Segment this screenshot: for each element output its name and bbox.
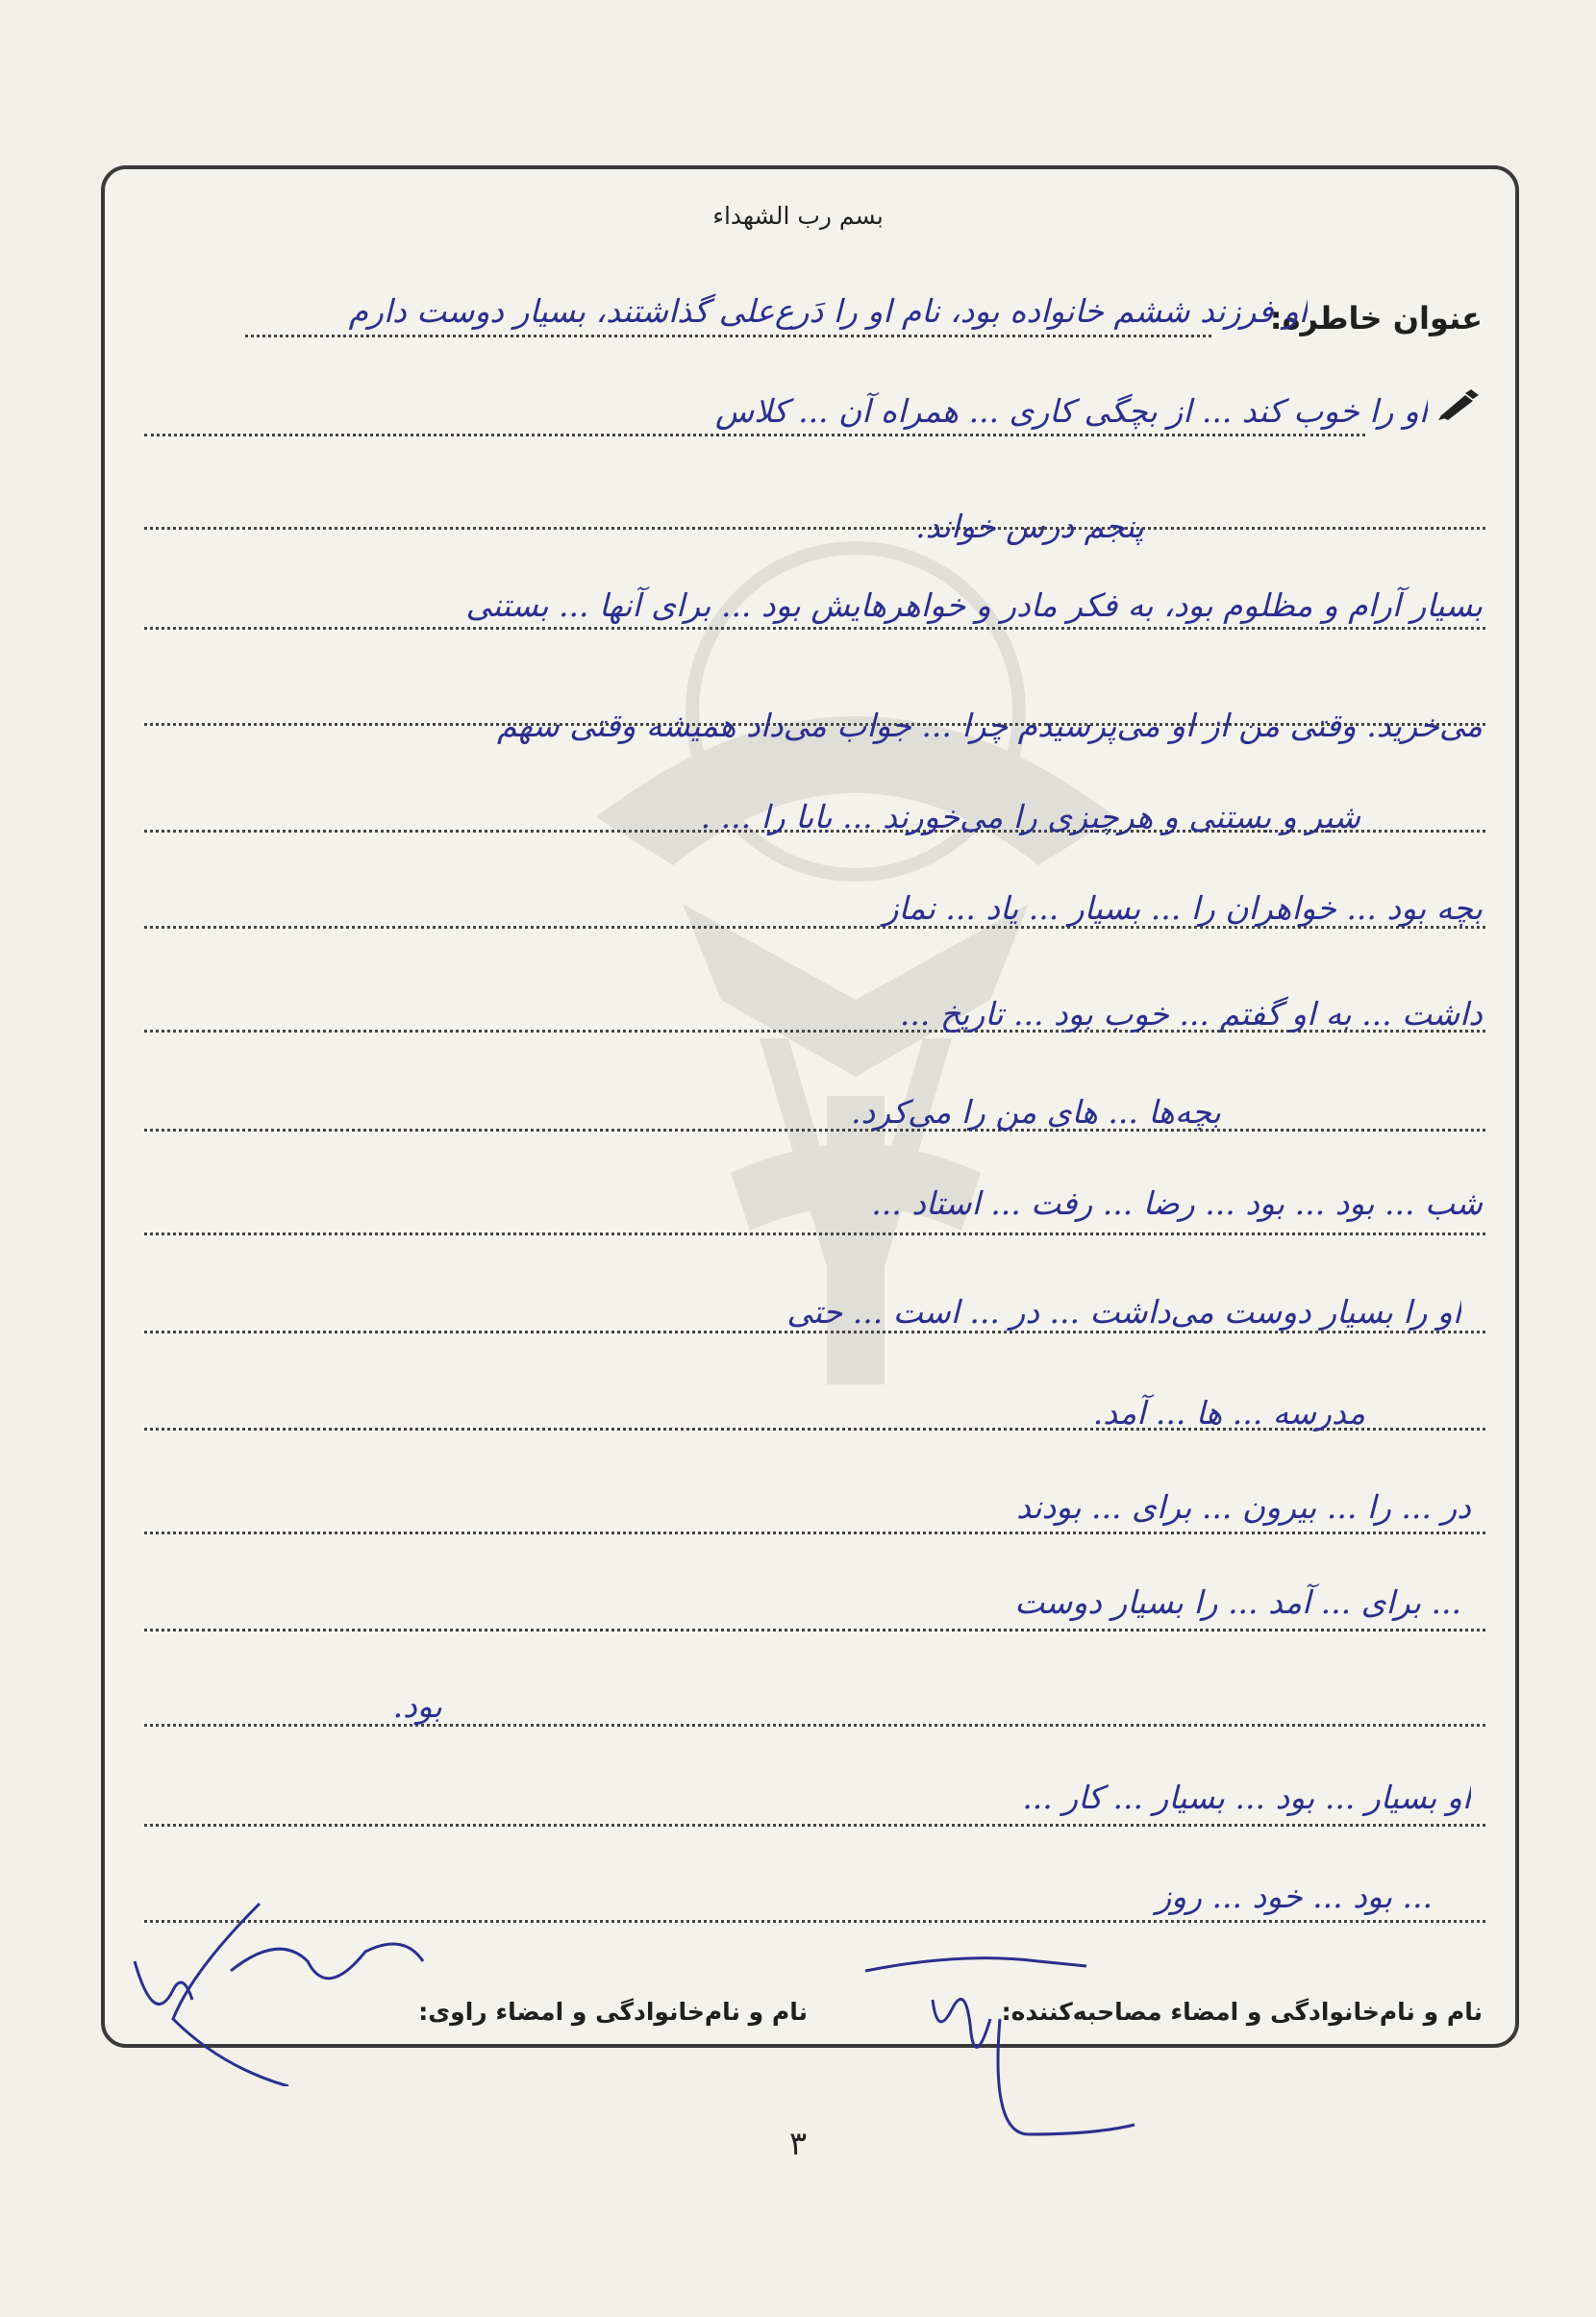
ruling-line <box>144 1331 1485 1333</box>
ruling-line <box>144 1233 1485 1235</box>
handwritten-line-11: او را بسیار دوست می‌داشت ... در ... است ... حتی <box>786 1293 1461 1331</box>
narrator-signature-label: نام و نام‌خانوادگی و امضاء راوی: <box>418 1998 808 2026</box>
memory-title-label: عنوان خاطره: <box>1269 300 1483 336</box>
pen-writing-icon <box>1436 389 1481 422</box>
handwritten-line-6: شیر و بستنی و هرچیزی را می‌خورند ... بابا را ... . <box>700 798 1360 835</box>
handwritten-line-3: پنجم درس خواند. <box>915 508 1144 545</box>
ruling-line <box>144 1532 1485 1534</box>
ruling-line <box>144 434 1365 436</box>
handwritten-line-1: او فرزند ششم خانواده بود، نام او را دَرع‌علی گذاشتند، بسیار دوست دارم <box>348 292 1308 330</box>
ruling-line <box>144 1824 1485 1827</box>
page-number: ۳ <box>788 2125 808 2163</box>
handwritten-line-14: ... برای ... آمد ... را بسیار دوست <box>1014 1583 1461 1621</box>
ruling-line <box>245 335 1211 337</box>
handwritten-line-16: او بسیار ... بود ... بسیار ... کار ... <box>1022 1779 1471 1816</box>
handwritten-line-17: ... بود ... خود ... روز <box>1156 1878 1433 1915</box>
ruling-line <box>144 627 1485 630</box>
handwritten-line-4: بسیار آرام و مظلوم بود، به فکر مادر و خواهرهایش بود ... برای آنها ... بستنی <box>465 586 1483 624</box>
handwritten-line-5: می‌خرید. وقتی من از او می‌پرسیدم چرا ... جواب می‌داد همیشه وقتی سهم <box>496 707 1483 744</box>
handwritten-line-2: او را خوب کند ... از بچگی کاری ... همراه آن ... کلاس <box>714 392 1428 430</box>
handwritten-line-10: شب ... بود ... بود ... رضا ... رفت ... استاد ... <box>871 1184 1483 1222</box>
handwritten-line-13: در ... را ... بیرون ... برای ... بودند <box>1016 1488 1471 1526</box>
handwritten-line-15: بود. <box>392 1687 442 1725</box>
handwritten-line-9: بچه‌ها ... های من را می‌کرد. <box>850 1093 1221 1131</box>
ruling-line <box>144 1629 1485 1632</box>
handwritten-line-8: داشت ... به او گفتم ... خوب بود ... تاریخ ... <box>899 995 1483 1033</box>
handwritten-line-7: بچه بود ... خواهران را ... بسیار ... یاد ... نماز <box>883 889 1483 927</box>
handwritten-line-12: مدرسه ... ها ... آمد. <box>1092 1394 1365 1432</box>
header-basmala: بسم رب الشهداء <box>712 202 884 230</box>
narrator-signature <box>115 1894 442 2086</box>
interviewer-signature-label: نام و نام‌خانوادگی و امضاء مصاحبه‌کننده: <box>1001 1998 1483 2026</box>
